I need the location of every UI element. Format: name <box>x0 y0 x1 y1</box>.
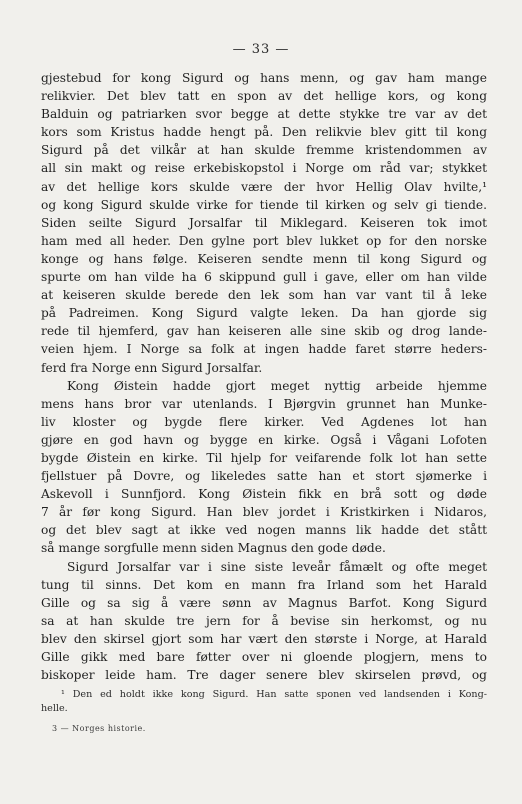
text-line: 7 år før kong Sigurd. Han blev jordet i Kristkirken i Nidaros, <box>41 505 487 520</box>
footnote-line: helle. <box>41 703 68 714</box>
footnote <box>41 688 487 716</box>
text-line: ferd fra Norge enn Sigurd Jorsalfar. <box>41 360 263 375</box>
text-line: kors som Kristus hadde hengt på. Den relikvie blev gitt til kong <box>41 125 487 140</box>
text-line: sa at han skulde tre jern for å bevise sin herkomst, og nu <box>41 613 487 628</box>
text-line: og det blev sagt at ikke ved nogen manns lik hadde det stått <box>41 523 487 538</box>
text-line: rede til hjemferd, gav han keiseren alle sine skib og drog lande- <box>41 324 487 339</box>
text-line: av det hellige kors skulde være der hvor Hellig Olav hvilte,¹ <box>41 179 487 194</box>
text-line: fjellstuer på Dovre, og likeledes satte han et stort sjømerke i <box>41 469 487 484</box>
text-line: Siden seilte Sigurd Jorsalfar til Miklegard. Keiseren tok imot <box>41 215 487 230</box>
text-line: bygde Øistein en kirke. Til hjelp for veifarende folk lot han sette <box>41 450 487 465</box>
text-line: veien hjem. I Norge sa folk at ingen hadde faret større heders- <box>41 342 487 357</box>
text-line: ham med all heder. Den gylne port blev lukket op for den norske <box>41 233 487 248</box>
text-line: biskoper leide ham. Tre dager senere blev skirselen prøvd, og <box>41 668 487 683</box>
text-line: spurte om han vilde ha 6 skippund gull i gave, eller om han vilde <box>41 270 487 285</box>
text-line: mens hans bror var utenlands. I Bjørgvin grunnet han Munke- <box>41 396 487 411</box>
text-line: Gille og sa sig å være sønn av Magnus Barfot. Kong Sigurd <box>41 595 487 610</box>
text-line: liv kloster og bygde flere kirker. Ved Agdenes lot han <box>41 414 487 429</box>
text-line: og kong Sigurd skulde virke for tiende til kirken og selv gi tiende. <box>41 197 487 212</box>
text-line: Sigurd Jorsalfar var i sine siste leveår fåmælt og ofte meget <box>67 559 487 574</box>
text-line: Askevoll i Sunnfjord. Kong Øistein fikk en brå sott og døde <box>41 487 487 502</box>
text-line: all sin makt og reise erkebiskopstol i Norge om råd var; stykket <box>41 161 487 176</box>
text-line: Kong Øistein hadde gjort meget nyttig arbeide hjemme <box>67 378 487 393</box>
text-line: at keiseren skulde berede den lek som han var vant til å leke <box>41 288 487 303</box>
body-text <box>41 69 487 684</box>
text-line: relikvier. Det blev tatt en spon av det hellige kors, og kong <box>41 89 487 104</box>
text-line: på Padreimen. Kong Sigurd valgte leken. Da han gjorde sig <box>41 306 487 321</box>
footnote-line: ¹ Den ed holdt ikke kong Sigurd. Han satte sponen ved landsenden i Kong- <box>61 689 487 700</box>
text-line: tung til sinns. Det kom en mann fra Irland som het Harald <box>41 577 487 592</box>
text-line: konge og hans følge. Keiseren sendte menn til kong Sigurd og <box>41 251 487 266</box>
text-line: så mange sorgfulle menn siden Magnus den gode døde. <box>41 541 386 556</box>
text-line: gjøre en god havn og bygge en kirke. Også i Vågani Lofoten <box>41 432 487 447</box>
text-line: gjestebud for kong Sigurd og hans menn, og gav ham mange <box>41 71 487 85</box>
text-line: Gille gikk med bare føtter over ni gloende plogjern, mens to <box>41 650 487 664</box>
text-line: blev den skirsel gjort som har vært den største i Norge, at Harald <box>41 631 487 646</box>
printer-signature: 3 — Norges historie. <box>52 724 146 733</box>
text-line: Balduin og patriarken svor begge at dette stykke tre var av det <box>41 107 487 122</box>
text-line: Sigurd på det vilkår at han skulde fremme kristendommen av <box>41 143 487 158</box>
page-number: — 33 — <box>232 42 290 57</box>
